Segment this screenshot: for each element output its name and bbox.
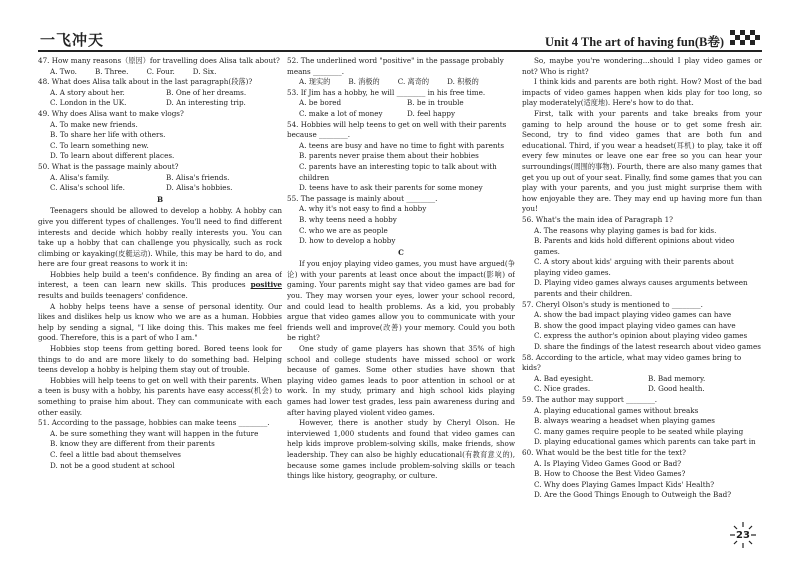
option[interactable]: D. Are the Good Things Enough to Outweigh the Bad?: [534, 490, 732, 500]
brand-logo: 一飞冲天: [40, 31, 105, 49]
passage-b-paragraph: Hobbies will help teens to get on well with their parents. When a teen is busy with a hobby, his parents have easy access(机会) to something to praise him about. They can communicate with each other easily.: [38, 375, 282, 417]
question-52: 52. The underlined word "positive" in the passage probably means ________.: [287, 56, 504, 76]
option[interactable]: B. know they are different from their parents: [50, 439, 215, 449]
option[interactable]: C. express the author's opinion about playing video games: [534, 331, 748, 341]
question-48-options: [38, 88, 282, 109]
page-header: [38, 28, 762, 52]
question-54: 54. Hobbies will help teens to get on well with their parents because ________.: [287, 119, 507, 140]
option[interactable]: A. Is Playing Video Games Good or Bad?: [534, 458, 682, 468]
passage-c-paragraph: First, talk with your parents and take breaks from your gaming to help around the house or to get some fresh air. Second, try to find video games that are both fun and educational. Third, if you wear a headset(耳机) to play, take it off every few minutes or leave one ear free so you can hear your surroundings(周围的事物). Fourth, there are also many games that get you up out of your seat. Finally, find some games that you can play with your parents, and you just might surprise them with how enjoyable they are. They may end up having more fun than you!: [522, 108, 762, 214]
passage-c-paragraph: So, maybe you're wondering...should I play video games or not? Who is right?: [522, 56, 762, 76]
option[interactable]: D. how to develop a hobby: [299, 236, 396, 246]
question-50-options: [38, 173, 282, 194]
section-b-heading: B: [156, 194, 164, 204]
question-56: 56. What's the main idea of Paragraph 1?: [522, 214, 674, 224]
option[interactable]: A. A story about her.: [50, 87, 125, 97]
option[interactable]: D. Good health.: [648, 384, 705, 394]
question-53-options: [287, 98, 515, 119]
option[interactable]: B. Three.: [94, 66, 129, 76]
underlined-keyword: positive: [250, 280, 282, 290]
passage-c-paragraph: However, there is another study by Cheryl Olson. He interviewed 1,000 students and found that video games can help kids improve problem-solving skills, make friends, show leadership. They can also be highly educational(有教育意义的), because some games include problem-solving skills or teach things like history, geography, or culture.: [287, 418, 515, 481]
option[interactable]: A. show the bad impact playing video games can have: [534, 310, 732, 320]
option[interactable]: D. playing educational games which parents can take part in: [534, 437, 756, 447]
option[interactable]: A. 现实的: [299, 77, 331, 87]
option[interactable]: D. Six.: [192, 66, 217, 76]
column-middle: [287, 56, 515, 482]
option[interactable]: C. A story about kids' arguing with their parents about playing video games.: [534, 257, 734, 277]
option[interactable]: D. not be a good student at school: [50, 460, 175, 470]
option[interactable]: A. Bad eyesight.: [534, 373, 594, 383]
checkered-decoration-icon: [730, 30, 760, 46]
question-47-options: [38, 67, 282, 78]
option[interactable]: C. To learn something new.: [50, 140, 149, 150]
unit-title: Unit 4 The art of having fun(B卷): [545, 35, 724, 49]
question-49: 49. Why does Alisa want to make vlogs?: [38, 108, 184, 118]
option[interactable]: A. playing educational games without breaks: [534, 405, 699, 415]
option[interactable]: D. Playing video games always causes arguments between parents and their children.: [534, 278, 748, 299]
option[interactable]: A. be bored: [299, 98, 342, 108]
option[interactable]: B. be in trouble: [407, 98, 464, 108]
question-58: 58. According to the article, what may video games bring to kids?: [522, 352, 742, 373]
passage-c-paragraph: One study of game players has shown that 35% of high school and college students have missed school or work because of games. Some other studies have shown that playing video games leads to poor attention in school or at work. In my study, primary and high school kids playing games had lower test grades, less pain awareness during and after having played violent video games.: [287, 344, 515, 417]
passage-c-paragraph: I think kids and parents are both right. How? Most of the bad impacts of video games happen when kids play for too long, so play moderately(适度地). Here's how to do that.: [522, 77, 762, 108]
option[interactable]: D. 积极的: [447, 77, 479, 87]
option[interactable]: C. many games require people to be seated while playing: [534, 426, 744, 436]
text-fragment: results and builds teenagers' confidence.: [38, 291, 188, 301]
option[interactable]: C. make a lot of money: [299, 108, 383, 118]
option[interactable]: D. To learn about different places.: [50, 151, 175, 161]
question-50: 50. What is the passage mainly about?: [38, 161, 179, 171]
question-48: 48. What does Alisa talk about in the last paragraph(段落)?: [38, 77, 253, 87]
page-number: 23: [736, 530, 750, 541]
option[interactable]: C. who we are as people: [299, 225, 388, 235]
option[interactable]: B. One of her dreams.: [166, 87, 247, 97]
option[interactable]: A. The reasons why playing games is bad for kids.: [534, 225, 717, 235]
option[interactable]: C. Why does Playing Games Impact Kids' Health?: [534, 479, 715, 489]
option[interactable]: A. why it's not easy to find a hobby: [299, 204, 427, 214]
option[interactable]: B. show the good impact playing video games can have: [534, 320, 736, 330]
option[interactable]: C. Four.: [146, 66, 175, 76]
option[interactable]: B. Alisa's friends.: [166, 172, 230, 182]
option[interactable]: C. Nice grades.: [534, 384, 591, 394]
option[interactable]: B. 消极的: [348, 77, 380, 87]
option[interactable]: D. share the findings of the latest research about video games: [534, 342, 761, 352]
option[interactable]: A. teens are busy and have no time to fight with parents: [299, 140, 505, 150]
option[interactable]: A. Alisa's family.: [50, 172, 110, 182]
option[interactable]: B. How to Choose the Best Video Games?: [534, 469, 686, 479]
option[interactable]: B. why teens need a hobby: [299, 214, 397, 224]
section-c-heading: C: [398, 247, 404, 257]
option[interactable]: D. feel happy: [407, 108, 456, 118]
question-60: 60. What would be the best title for the text?: [522, 447, 687, 457]
question-53: 53. If Jim has a hobby, he will ________ in his free time.: [287, 87, 486, 97]
option[interactable]: C. feel a little bad about themselves: [50, 449, 181, 459]
option[interactable]: B. To share her life with others.: [50, 130, 166, 140]
question-58-options: [522, 374, 762, 395]
question-47: 47. How many reasons（原因）for travelling does Alisa talk about?: [38, 56, 280, 65]
passage-b-paragraph: A hobby helps teens have a sense of personal identity. Our likes and dislikes help us know who we are as a human. Hobbies help by sending a signal, "I like doing this. This makes me feel good. Therefore, this is a part of who I am.": [38, 301, 282, 343]
passage-c-paragraph: If you enjoy playing video games, you must have argued(争论) with your parents at least once about the impact(影响) of gaming. Your parents might say that video games are bad for you. They may worsen your eyes, lower your school record, and could lead to health problems. As a kid, you probably argue that video games allow you to communicate with your friends well and improve(改善) your memory. Could you both be right?: [287, 259, 515, 343]
text-fragment: Hobbies help build a teen's confidence. By finding an area of interest, a teen can learn new skills. This produces: [38, 269, 282, 290]
option[interactable]: D. Alisa's hobbies.: [166, 183, 233, 193]
option[interactable]: B. Parents and kids hold different opinions about video games.: [534, 236, 735, 256]
option[interactable]: B. always wearing a headset when playing games: [534, 416, 715, 426]
option[interactable]: C. 离奇的: [397, 77, 430, 87]
option[interactable]: B. parents never praise them about their hobbies: [299, 151, 479, 161]
option[interactable]: A. Two.: [50, 66, 77, 76]
option[interactable]: C. parents have an interesting topic to talk about with children: [299, 161, 497, 182]
column-left: [38, 56, 282, 471]
option[interactable]: D. An interesting trip.: [166, 98, 246, 108]
question-52-options: [287, 77, 515, 88]
column-right: [522, 56, 762, 501]
question-51: 51. According to the passage, hobbies can make teens ________.: [38, 418, 270, 428]
option[interactable]: D. teens have to ask their parents for some money: [299, 183, 483, 193]
passage-b-paragraph: [38, 270, 282, 302]
option[interactable]: C. London in the UK.: [50, 98, 127, 108]
passage-b-paragraph: Hobbies stop teens from getting bored. Bored teens look for things to do and are more likely to do something bad. Helping teens develop a hobby is helping them stay out of trouble.: [38, 344, 282, 375]
question-57: 57. Cheryl Olson's study is mentioned to ________.: [522, 299, 703, 309]
question-59: 59. The author may support ________.: [522, 395, 658, 404]
option[interactable]: A. be sure something they want will happen in the future: [50, 428, 259, 438]
passage-b-paragraph: Teenagers should be allowed to develop a hobby. A hobby can give you different types of challenges. You'll need to find different interests and decide which hobby really interests you. You can take up a hobby that can challenge you physically, such as rock climbing or kayaking(皮艇运动). While, this may be hard to do, and here are four great reasons to work it in:: [38, 206, 282, 269]
question-55: 55. The passage is mainly about ________.: [287, 193, 438, 203]
option[interactable]: C. Alisa's school life.: [50, 183, 125, 193]
option[interactable]: B. Bad memory.: [648, 373, 706, 383]
option[interactable]: A. To make new friends.: [50, 119, 138, 129]
